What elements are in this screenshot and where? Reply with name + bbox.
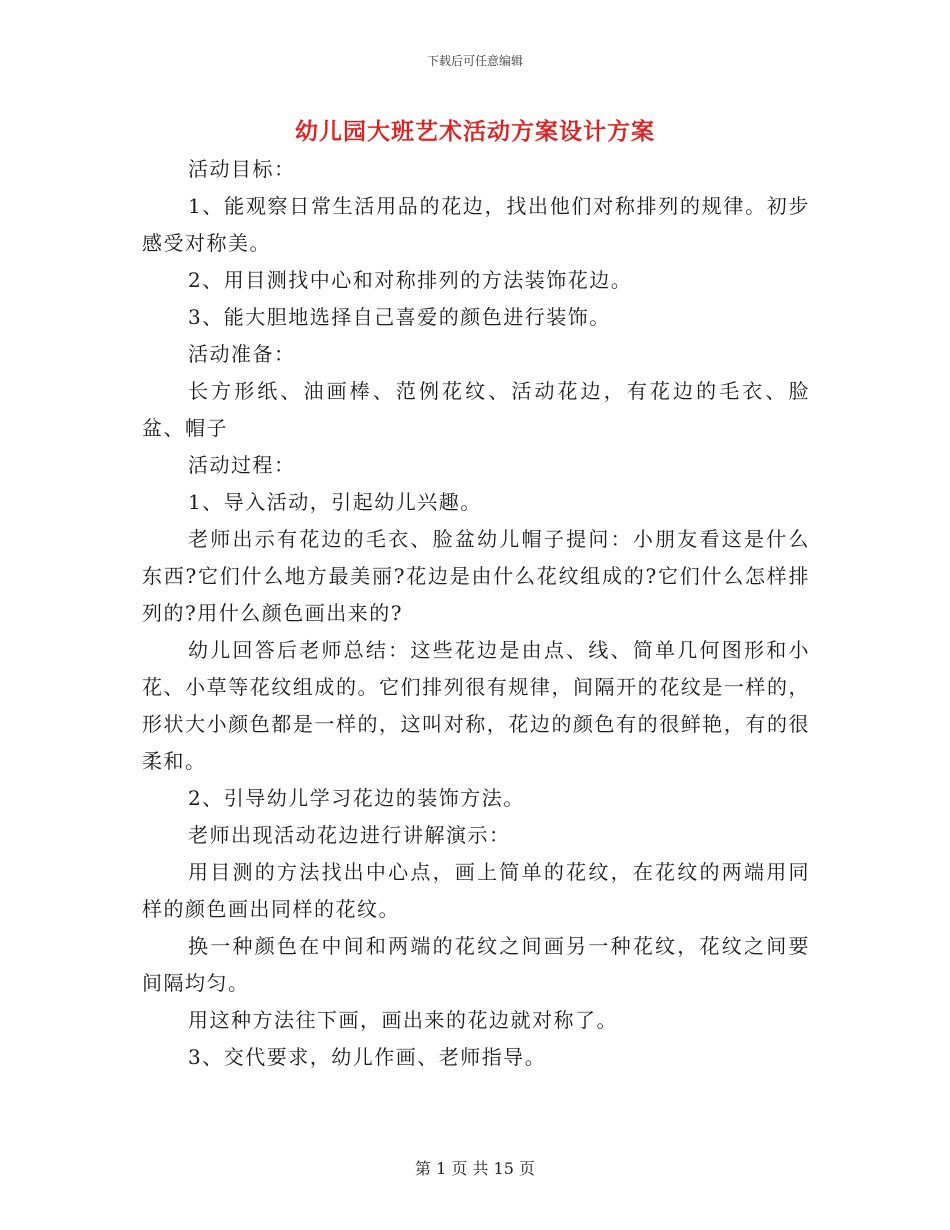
paragraph: 换一种颜色在中间和两端的花纹之间画另一种花纹，花纹之间要间隔均匀。 xyxy=(142,934,810,995)
paragraph: 活动目标： xyxy=(188,157,296,181)
paragraph: 用目测的方法找出中心点，画上简单的花纹，在花纹的两端用同样的颜色画出同样的花纹。 xyxy=(142,860,810,921)
paragraph: 用这种方法往下画，画出来的花边就对称了。 xyxy=(188,1008,618,1032)
paragraph: 活动过程： xyxy=(188,453,296,477)
paragraph: 3、交代要求，幼儿作画、老师指导。 xyxy=(188,1045,547,1069)
page-header: 下载后可任意编辑 xyxy=(426,54,523,68)
paragraph: 1、能观察日常生活用品的花边，找出他们对称排列的规律。初步感受对称美。 xyxy=(142,194,810,255)
document-body xyxy=(142,151,810,1076)
paragraph: 老师出示有花边的毛衣、脸盆幼儿帽子提问：小朋友看这是什么东西?它们什么地方最美丽?花边是由什么花纹组成的?它们什么怎样排列的?用什么颜色画出来的? xyxy=(142,527,810,625)
paragraph: 活动准备： xyxy=(188,342,296,366)
paragraph: 2、引导幼儿学习花边的装饰方法。 xyxy=(188,786,525,810)
paragraph: 1、导入活动，引起幼儿兴趣。 xyxy=(188,490,482,514)
paragraph: 长方形纸、油画棒、范例花纹、活动花边，有花边的毛衣、脸盆、帽子 xyxy=(142,379,810,440)
page-number: 第 1 页 共 15 页 xyxy=(415,1159,535,1178)
paragraph: 幼儿回答后老师总结：这些花边是由点、线、简单几何图形和小花、小草等花纹组成的。它们排列很有规律，间隔开的花纹是一样的，形状大小颜色都是一样的，这叫对称，花边的颜色有的很鲜艳，有的很柔和。 xyxy=(142,638,810,773)
document-title: 幼儿园大班艺术活动方案设计方案 xyxy=(295,118,655,145)
paragraph: 2、用目测找中心和对称排列的方法装饰花边。 xyxy=(188,268,633,292)
paragraph: 3、能大胆地选择自己喜爱的颜色进行装饰。 xyxy=(188,305,611,329)
paragraph: 老师出现活动花边进行讲解演示： xyxy=(188,823,511,847)
